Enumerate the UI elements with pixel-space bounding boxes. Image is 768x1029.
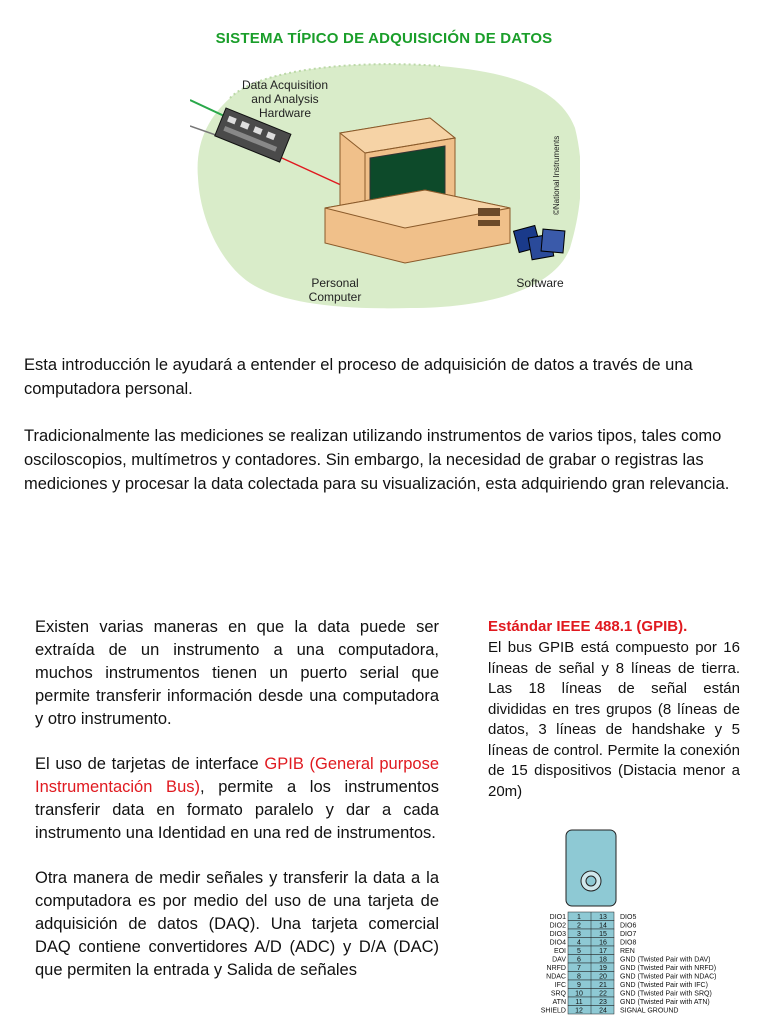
label-hardware-line-3: Hardware [258, 106, 312, 120]
connector-pin-a: 2 [577, 922, 581, 930]
connector-left-signal: ATN [552, 999, 566, 1006]
connector-pin-a: 5 [577, 948, 581, 955]
label-personal-computer [295, 276, 375, 304]
connector-pin-a: 6 [577, 956, 581, 964]
connector-pin-b: 22 [599, 990, 607, 998]
connector-left-signal: DIO1 [549, 914, 566, 921]
gpib-description: El bus GPIB está compuesto por 16 líneas de señal y 8 líneas de tierra. Las 18 líneas de señal están divididas en tres grupos (8 líneas de datos, 3 líneas de handshake y 5 líneas de control. Permite la conexión de 15 dispositivos (Distacia menor a 20m) [488, 639, 740, 800]
gpib-highlight: GPIB (General purpose Instrumentación Bus) [35, 755, 439, 796]
connector-left-signal: IFC [554, 982, 566, 989]
connector-pin-b: 14 [599, 922, 607, 930]
connector-pin-b: 20 [599, 973, 607, 981]
connector-right-signal: REN [620, 948, 635, 955]
connector-pin-a: 8 [577, 973, 581, 981]
label-hardware-line-1: Data Acquisition [241, 78, 329, 92]
connector-pin-a: 9 [577, 982, 581, 989]
intro-paragraph-1: Esta introducción le ayudará a entender el proceso de adquisición de datos a través de una computadora personal. [24, 356, 693, 398]
connector-right-signal: GND (Twisted Pair with DAV) [620, 956, 711, 964]
connector-pin-a: 7 [577, 965, 581, 972]
connector-left-signal: SHIELD [540, 1007, 566, 1015]
left-paragraph-2-pre: El uso de tarjetas de interface [35, 755, 265, 773]
left-paragraph-2 [35, 753, 439, 845]
gpib-heading: Estándar IEEE 488.1 (GPIB). [488, 618, 688, 635]
label-hardware [230, 78, 340, 120]
connector-right-signal: SIGNAL GROUND [620, 1007, 679, 1015]
intro-paragraph-2: Tradicionalmente las mediciones se realizan utilizando instrumentos de varios tipos, tales como osciloscopios, multímetros y contadores. Sin embargo, la necesidad de grabar o registras las mediciones y procesar la data colectada para su visualización, esta adquiriendo gran relevancia. [24, 427, 730, 493]
connector-right-signal: GND (Twisted Pair with ATN) [620, 999, 710, 1006]
connector-right-signal: GND (Twisted Pair with SRQ) [620, 990, 712, 998]
label-pc-line-2: Computer [308, 290, 362, 304]
connector-right-signal: DIO5 [620, 914, 637, 921]
connector-left-signal: DIO2 [549, 922, 566, 930]
daq-system-illustration [190, 58, 580, 310]
connector-right-signal: GND (Twisted Pair with NRFD) [620, 965, 717, 972]
left-paragraph-2-post: , permite a los instrumentos transferir data en formato paralelo y dar a cada instrumento una Identidad en una red de instrumentos. [35, 778, 440, 842]
connector-left-signal: DAV [552, 956, 566, 964]
connector-right-signal: GND (Twisted Pair with NDAC) [620, 973, 717, 981]
connector-right-signal: GND (Twisted Pair with IFC) [620, 982, 708, 989]
connector-pin-a: 1 [577, 914, 581, 921]
connector-left-signal: EOI [553, 948, 566, 955]
connector-left-signal: DIO4 [549, 939, 566, 947]
connector-left-signal: NRFD [546, 965, 566, 972]
connector-pin-b: 19 [599, 965, 607, 972]
copyright-notice: ©National Instruments [552, 135, 561, 215]
label-hardware-line-2: and Analysis [251, 92, 319, 106]
page-title: SISTEMA TÍPICO DE ADQUISICIÓN DE DATOS [215, 30, 553, 47]
connector-left-signal: NDAC [546, 973, 566, 981]
left-paragraph-3: Otra manera de medir señales y transferir la data a la computadora es por medio del uso de una tarjeta de adquisición de datos (DAQ). Una tarjeta comercial DAQ contiene convertidores A/D (ADC) y D/A (DAC) que permiten la entrada y Salida de señales [35, 869, 439, 979]
connector-right-signal: DIO8 [620, 939, 637, 947]
left-column [35, 616, 439, 1004]
connector-pin-a: 4 [577, 939, 581, 947]
connector-right-signal: DIO7 [620, 931, 637, 938]
connector-pin-a: 10 [575, 990, 583, 998]
connector-pin-b: 16 [599, 939, 607, 947]
connector-left-signal: DIO3 [549, 931, 566, 938]
connector-pin-b: 15 [599, 931, 607, 938]
gpib-connector-diagram [530, 828, 750, 1024]
connector-pin-b: 17 [599, 948, 607, 955]
connector-pin-a: 3 [577, 931, 581, 938]
connector-pin-b: 24 [599, 1007, 607, 1015]
connector-left-signal: SRQ [550, 990, 566, 998]
label-pc-line-1: Personal [311, 276, 359, 290]
connector-pin-b: 18 [599, 956, 607, 964]
connector-pin-a: 11 [575, 999, 583, 1006]
connector-right-signal: DIO6 [620, 922, 637, 930]
left-paragraph-1: Existen varias maneras en que la data puede ser extraída de un instrumento a una computadora, muchos instrumentos tienen un puerto serial que permite transferir información desde una computadora y otro instrumento. [35, 618, 439, 728]
gpib-connector-graphic [530, 828, 750, 1024]
connector-pin-b: 13 [599, 914, 607, 921]
connector-pin-a: 12 [575, 1007, 583, 1015]
label-software: Software [516, 276, 564, 290]
connector-pin-b: 23 [599, 999, 607, 1006]
connector-pin-b: 21 [599, 982, 607, 989]
